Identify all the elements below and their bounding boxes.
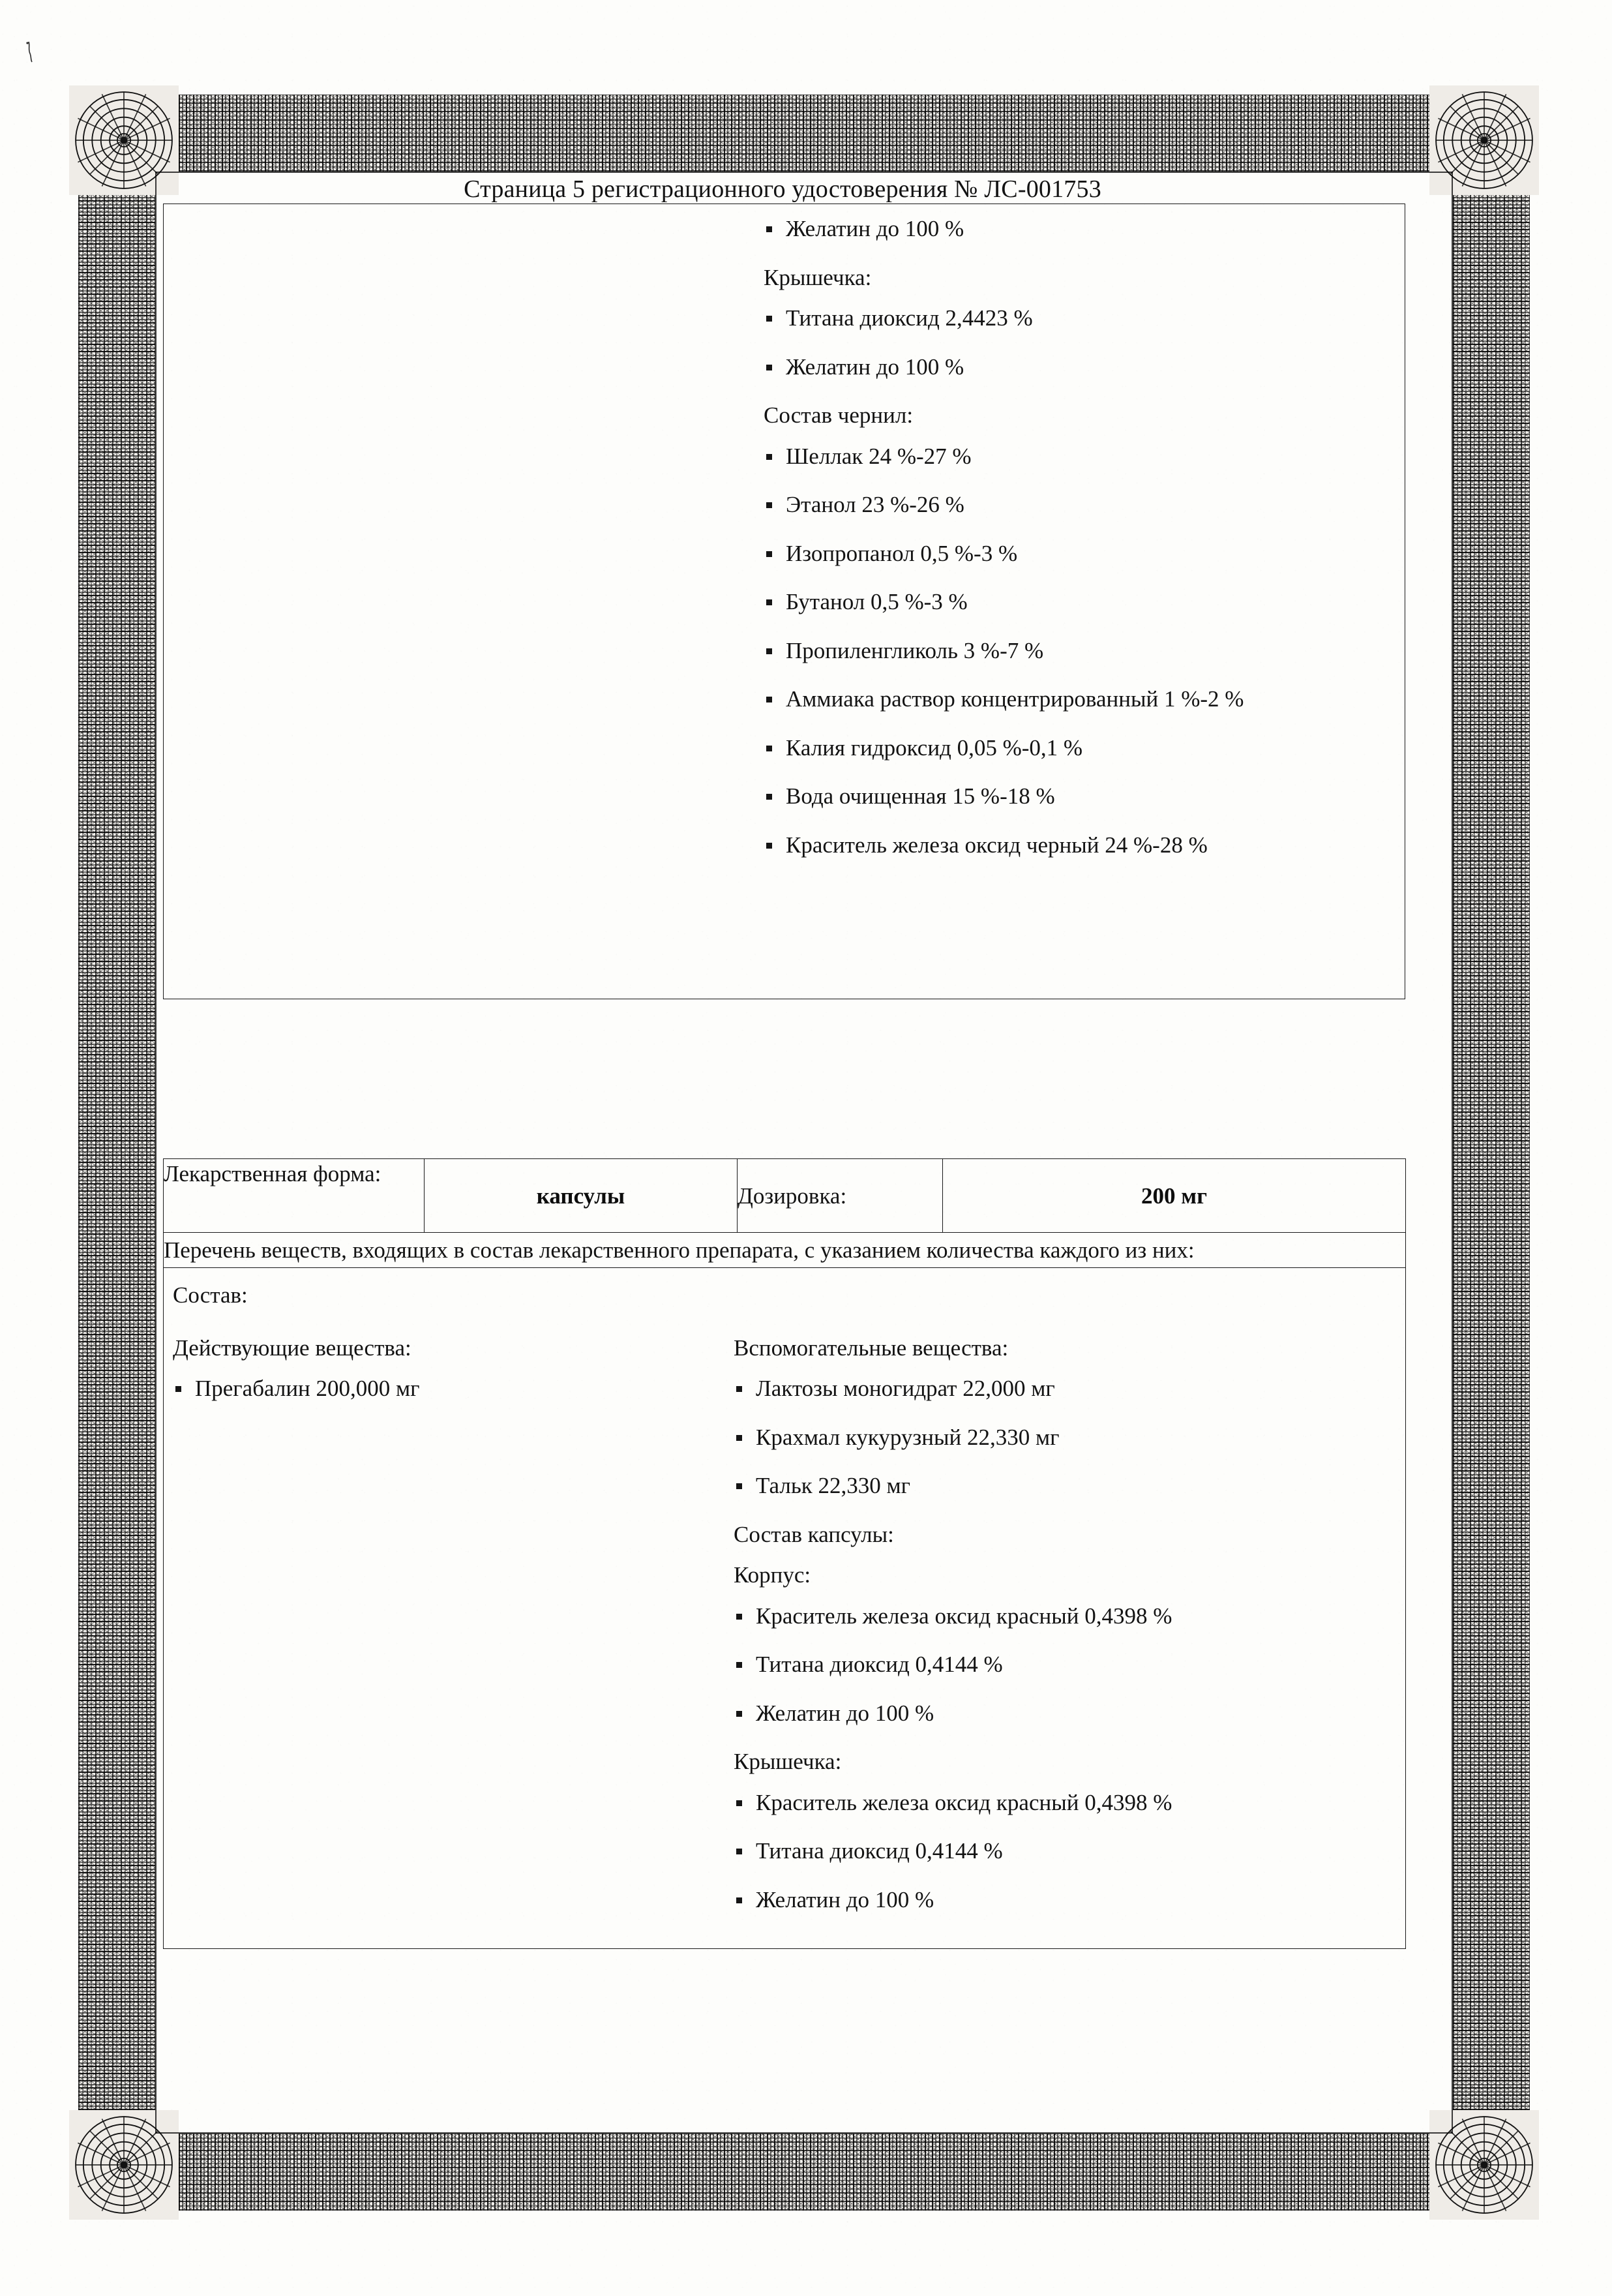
substances-note-cell — [164, 1233, 1406, 1268]
cap-ingredient-list — [764, 301, 1311, 384]
composition-heading: Состав: — [173, 1282, 248, 1308]
frame-inner-rule-left — [155, 172, 157, 2134]
list-item: Изопропанол 0,5 %-3 % — [764, 537, 1311, 571]
list-item: Краситель железа оксид красный 0,4398 % — [734, 1786, 1386, 1820]
dosage-value-cell — [943, 1159, 1406, 1233]
frame-inner-rule-right — [1452, 172, 1453, 2134]
page-header: Страница 5 регистрационного удостоверения № ЛС-001753 — [464, 175, 1101, 203]
continuation-cell — [164, 204, 1405, 999]
list-item: Желатин до 100 % — [734, 1883, 1386, 1918]
dosage-label-cell — [738, 1159, 943, 1233]
ink-ingredient-list — [764, 440, 1311, 863]
capsule-body-list — [734, 1599, 1386, 1731]
list-item: Вода очищенная 15 %-18 % — [764, 779, 1311, 814]
dosage-form-label: Лекарственная форма: — [164, 1161, 381, 1186]
list-item: Титана диоксид 0,4144 % — [734, 1648, 1386, 1682]
list-item: Прегабалин 200,000 мг — [173, 1372, 681, 1406]
guilloche-band-top — [78, 95, 1530, 172]
list-item: Желатин до 100 % — [764, 212, 1311, 247]
content-area — [163, 175, 1449, 2119]
list-item: Титана диоксид 0,4144 % — [734, 1834, 1386, 1869]
list-item: Тальк 22,330 мг — [734, 1469, 1386, 1503]
excipients-list — [734, 1372, 1386, 1503]
main-table — [163, 1158, 1406, 1949]
table-row — [164, 1159, 1406, 1233]
active-substances-heading: Действующие вещества: — [173, 1335, 411, 1361]
dosage-form-value-cell — [425, 1159, 738, 1233]
ink-composition-heading: Состав чернил: — [764, 402, 914, 428]
dosage-form-value: капсулы — [536, 1183, 625, 1209]
list-item: Этанол 23 %-26 % — [764, 488, 1311, 522]
corner-rosette-top-left — [69, 85, 179, 195]
dosage-label: Дозировка: — [738, 1183, 847, 1209]
list-item: Краситель железа оксид красный 0,4398 % — [734, 1599, 1386, 1634]
active-substances-column — [173, 1331, 694, 1932]
list-item: Краситель железа оксид черный 24 %-28 % — [764, 828, 1311, 863]
excipients-column — [694, 1331, 1386, 1932]
dosage-form-label-cell — [164, 1159, 425, 1233]
table-row — [164, 1233, 1406, 1268]
substances-note: Перечень веществ, входящих в состав лекарственного препарата, с указанием количества каждого из них: — [164, 1237, 1195, 1263]
guilloche-band-bottom — [78, 2134, 1530, 2211]
corner-rosette-bottom-left — [69, 2110, 179, 2220]
ink-fleck — [25, 40, 39, 63]
list-item: Бутанол 0,5 %-3 % — [764, 585, 1311, 620]
list-item: Титана диоксид 2,4423 % — [764, 301, 1311, 336]
list-item: Калия гидроксид 0,05 %-0,1 % — [764, 731, 1311, 766]
capsule-body-heading: Корпус: — [734, 1562, 811, 1588]
list-item: Аммиака раствор концентрированный 1 %-2 % — [764, 682, 1311, 717]
pre-cap-ingredient-list — [764, 212, 1311, 247]
excipients-heading: Вспомогательные вещества: — [734, 1335, 1009, 1361]
list-item: Лактозы моногидрат 22,000 мг — [734, 1372, 1386, 1406]
list-item: Крахмал кукурузный 22,330 мг — [734, 1421, 1386, 1455]
guilloche-band-left — [78, 95, 155, 2211]
capsule-cap-heading: Крышечка: — [734, 1749, 842, 1775]
frame-inner-rule-bottom — [155, 2132, 1453, 2134]
corner-rosette-bottom-right — [1429, 2110, 1539, 2220]
list-item: Шеллак 24 %-27 % — [764, 440, 1311, 474]
frame-inner-rule-top — [155, 172, 1453, 173]
dosage-value: 200 мг — [1141, 1183, 1207, 1209]
guilloche-band-right — [1453, 95, 1530, 2211]
list-item: Желатин до 100 % — [734, 1697, 1386, 1731]
capsule-cap-list — [734, 1786, 1386, 1918]
table-row — [164, 1268, 1406, 1949]
continuation-table — [163, 204, 1405, 999]
table-row — [164, 204, 1405, 999]
list-item: Желатин до 100 % — [764, 350, 1311, 385]
composition-cell — [164, 1268, 1406, 1949]
active-substances-list — [173, 1372, 681, 1406]
list-item: Пропиленгликоль 3 %-7 % — [764, 634, 1311, 669]
cap-heading: Крышечка: — [764, 264, 872, 290]
capsule-composition-heading: Состав капсулы: — [734, 1521, 894, 1547]
